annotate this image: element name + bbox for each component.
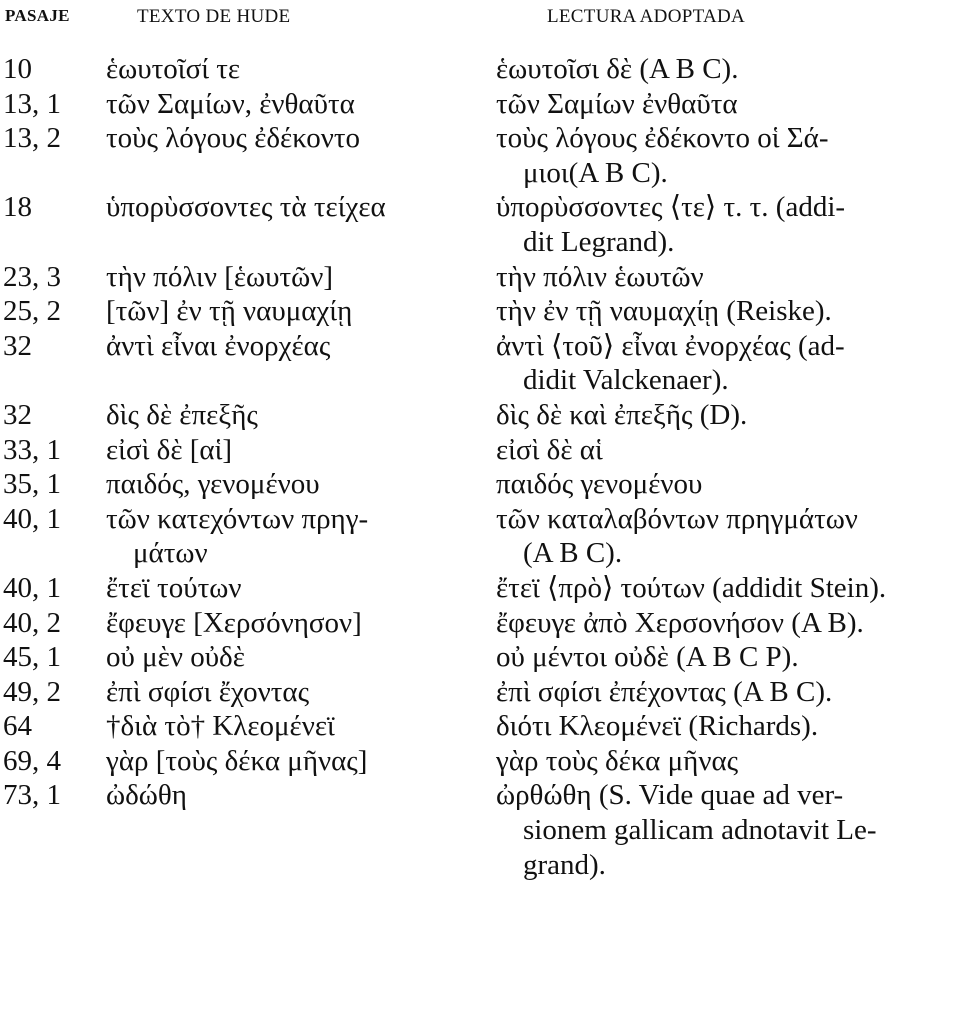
pasaje-cell: 25, 2 <box>3 295 61 328</box>
pasaje-cell: 35, 1 <box>3 468 61 501</box>
lectura-adoptada-cell <box>496 190 966 259</box>
lectura-line: τῶν Σαμίων ἐνθαῦτα <box>496 87 738 120</box>
hude-text-line: παιδός, γενομένου <box>106 468 320 501</box>
table-row <box>0 606 975 641</box>
lectura-line: τῶν καταλαβόντων πρηγμάτων <box>496 502 858 535</box>
lectura-line: τὴν ἐν τῇ ναυμαχίῃ (Reiske). <box>496 295 832 328</box>
lectura-adoptada-cell <box>496 467 966 502</box>
lectura-line: οὐ μέντοι οὐδὲ (A B C P). <box>496 641 799 674</box>
hude-text-line: οὐ μὲν οὐδὲ <box>106 641 245 674</box>
hude-text-cell <box>106 190 496 259</box>
pasaje-cell: 18 <box>3 191 32 224</box>
table-row <box>0 778 975 882</box>
hude-text-line: τῶν Σαμίων, ἐνθαῦτα <box>106 87 355 120</box>
lectura-adoptada-cell <box>496 640 966 675</box>
pasaje-cell: 69, 4 <box>3 744 61 777</box>
hude-text-line: τὴν πόλιν [ἑωυτῶν] <box>106 260 333 293</box>
table-row <box>0 190 975 259</box>
lectura-adoptada-cell <box>496 744 966 779</box>
hude-text-cell <box>106 433 496 468</box>
lectura-adoptada-cell <box>496 571 966 606</box>
lectura-line: ὠρθώθη (S. Vide quae ad ver- <box>496 779 844 812</box>
hude-text-cell <box>106 398 496 433</box>
lectura-line: παιδός γενομένου <box>496 468 703 501</box>
hude-text-cell <box>106 744 496 779</box>
hude-text-cell <box>106 502 496 571</box>
lectura-adoptada-cell <box>496 121 966 190</box>
table-row <box>0 52 975 87</box>
lectura-adoptada-cell <box>496 675 966 710</box>
lectura-line: γὰρ τοὺς δέκα μῆνας <box>496 744 739 777</box>
table-row <box>0 398 975 433</box>
table-row <box>0 121 975 190</box>
hude-text-line: ἐπὶ σφίσι ἔχοντας <box>106 675 310 708</box>
hude-text-line: μάτων <box>133 537 208 570</box>
lectura-line: (A B C). <box>523 537 623 570</box>
hude-text-cell <box>106 675 496 710</box>
hude-text-line: εἰσὶ δὲ [αἱ] <box>106 433 233 466</box>
hude-text-cell <box>106 121 496 190</box>
lectura-line: ἀντὶ ⟨τοῦ⟩ εἶναι ἐνορχέας (ad- <box>496 329 845 362</box>
hude-text-line: ἔτεϊ τούτων <box>106 571 242 604</box>
table-row <box>0 675 975 710</box>
pasaje-cell: 40, 1 <box>3 571 61 604</box>
table-row <box>0 294 975 329</box>
hude-text-cell <box>106 606 496 641</box>
pasaje-cell: 23, 3 <box>3 260 61 293</box>
lectura-line: ἔτεϊ ⟨πρὸ⟩ τούτων (addidit Stein). <box>496 571 887 604</box>
pasaje-cell: 49, 2 <box>3 675 61 708</box>
hude-text-line: δὶς δὲ ἐπεξῆς <box>106 398 258 431</box>
table-header <box>0 6 975 36</box>
hude-text-line: τῶν κατεχόντων πρηγ- <box>106 502 369 535</box>
lectura-adoptada-cell <box>496 52 966 87</box>
header-pasaje: PASAJE <box>5 6 70 25</box>
table-row <box>0 260 975 295</box>
pasaje-cell: 45, 1 <box>3 641 61 674</box>
table-row <box>0 329 975 398</box>
table-row <box>0 744 975 779</box>
hude-text-cell <box>106 52 496 87</box>
pasaje-cell: 32 <box>3 398 32 431</box>
hude-text-cell <box>106 571 496 606</box>
lectura-line: sionem gallicam adnotavit Le- <box>523 814 877 847</box>
lectura-adoptada-cell <box>496 433 966 468</box>
header-lectura-adoptada: LECTURA ADOPTADA <box>547 6 746 27</box>
pasaje-cell: 40, 1 <box>3 502 61 535</box>
table-row <box>0 709 975 744</box>
pasaje-cell: 13, 2 <box>3 122 61 155</box>
lectura-line: dit Legrand). <box>523 225 675 258</box>
table-row <box>0 640 975 675</box>
hude-text-line: †διὰ τὸ† Κλεομένεϊ <box>106 710 335 743</box>
lectura-adoptada-cell <box>496 329 966 398</box>
table-row <box>0 433 975 468</box>
header-texto-de-hude: TEXTO DE HUDE <box>137 6 291 27</box>
lectura-adoptada-cell <box>496 778 966 882</box>
lectura-adoptada-cell <box>496 260 966 295</box>
hude-text-line: ὑπορὺσσοντες τὰ τείχεα <box>106 191 386 224</box>
table-row <box>0 571 975 606</box>
lectura-adoptada-cell <box>496 606 966 641</box>
lectura-line: ἑωυτοῖσι δὲ (A B C). <box>496 53 739 85</box>
hude-text-cell <box>106 640 496 675</box>
pasaje-cell: 33, 1 <box>3 433 61 466</box>
lectura-line: διότι Κλεομένεϊ (Richards). <box>496 710 819 743</box>
pasaje-cell: 40, 2 <box>3 606 61 639</box>
hude-text-line: ἀντὶ εἶναι ἐνορχέας <box>106 329 331 362</box>
table-row <box>0 87 975 122</box>
lectura-line: ὑπορὺσσοντες ⟨τε⟩ τ. τ. (addi- <box>496 191 846 224</box>
lectura-line: μιοι(A B C). <box>523 156 668 189</box>
lectura-line: εἰσὶ δὲ αἱ <box>496 433 603 466</box>
hude-text-line: [τῶν] ἐν τῇ ναυμαχίῃ <box>106 295 353 328</box>
hude-text-cell <box>106 467 496 502</box>
pasaje-cell: 64 <box>3 710 32 743</box>
hude-text-line: ἔφευγε [Χερσόνησον] <box>106 606 362 639</box>
hude-text-cell <box>106 329 496 398</box>
hude-text-cell <box>106 778 496 882</box>
table-row <box>0 467 975 502</box>
hude-text-cell <box>106 294 496 329</box>
hude-text-cell <box>106 260 496 295</box>
lectura-line: τὴν πόλιν ἑωυτῶν <box>496 260 704 293</box>
pasaje-cell: 10 <box>3 53 32 85</box>
lectura-adoptada-cell <box>496 502 966 571</box>
hude-text-line: ἑωυτοῖσί τε <box>106 53 241 85</box>
pasaje-cell: 73, 1 <box>3 779 61 812</box>
hude-text-cell <box>106 87 496 122</box>
hude-text-line: ὠδώθη <box>106 779 187 812</box>
hude-text-line: γὰρ [τοὺς δέκα μῆνας] <box>106 744 368 777</box>
readings-table <box>0 52 975 882</box>
lectura-line: τοὺς λόγους ἐδέκοντο οἱ Σά- <box>496 122 829 155</box>
pasaje-cell: 32 <box>3 329 32 362</box>
lectura-line: didit Valckenaer). <box>523 364 729 397</box>
lectura-line: ἔφευγε ἀπὸ Χερσονήσον (A B). <box>496 606 864 639</box>
lectura-line: grand). <box>523 848 606 881</box>
lectura-line: δὶς δὲ καὶ ἐπεξῆς (D). <box>496 398 748 431</box>
hude-text-line: τοὺς λόγους ἐδέκοντο <box>106 122 360 155</box>
lectura-adoptada-cell <box>496 87 966 122</box>
pasaje-cell: 13, 1 <box>3 87 61 120</box>
hude-text-cell <box>106 709 496 744</box>
lectura-line: ἐπὶ σφίσι ἐπέχοντας (A B C). <box>496 675 833 708</box>
table-row <box>0 502 975 571</box>
lectura-adoptada-cell <box>496 294 966 329</box>
lectura-adoptada-cell <box>496 398 966 433</box>
lectura-adoptada-cell <box>496 709 966 744</box>
